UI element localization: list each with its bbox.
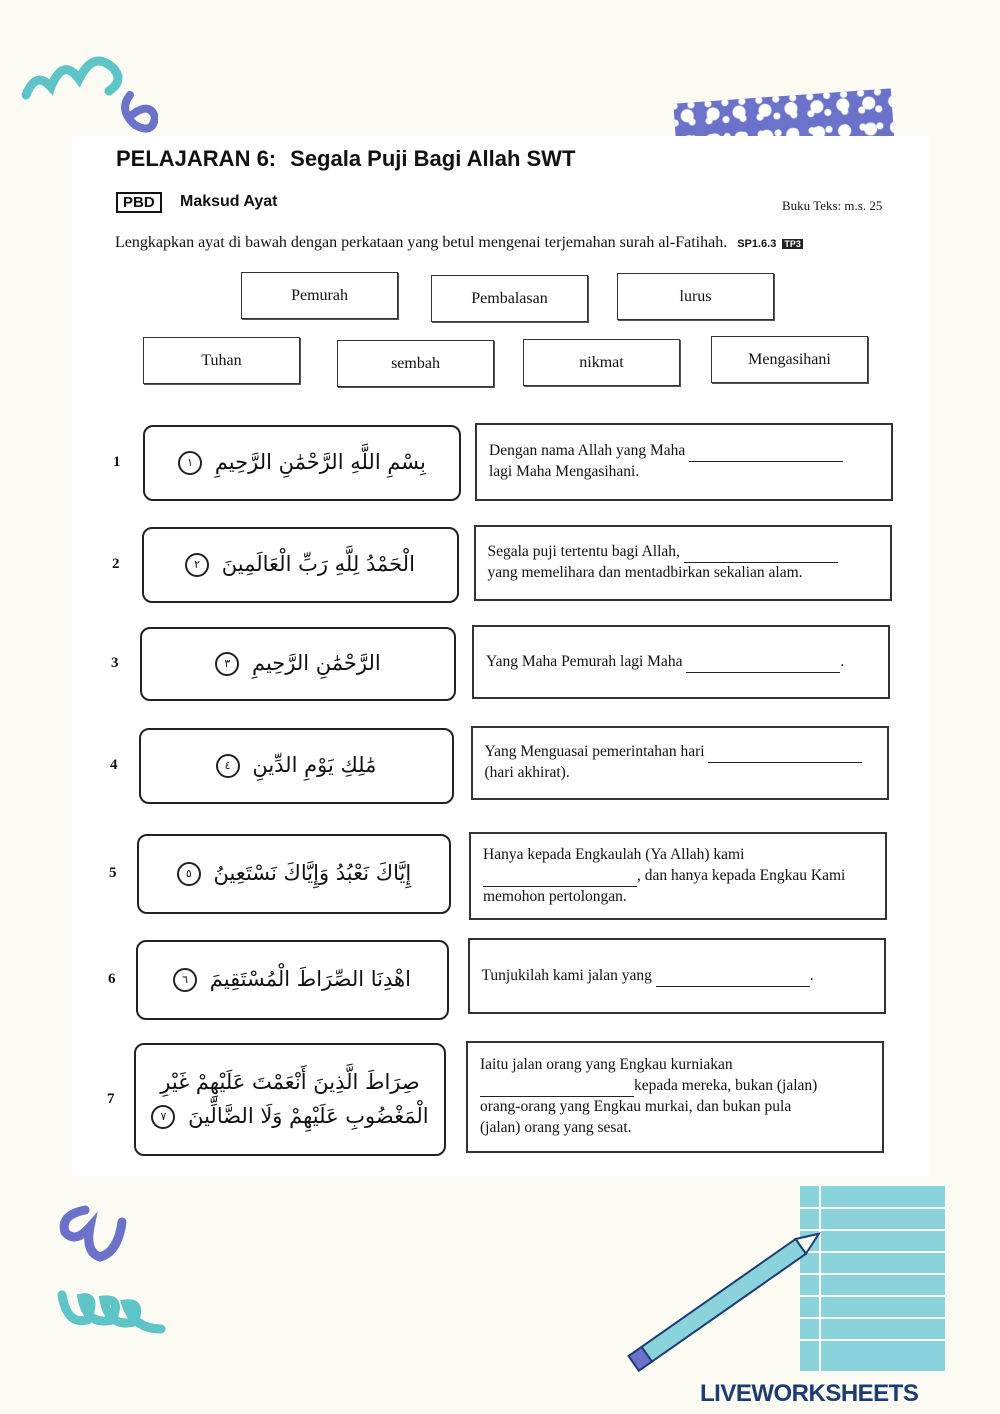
translation-line: Yang Maha Pemurah lagi Maha . — [486, 652, 876, 673]
answer-blank-input[interactable] — [708, 744, 862, 763]
arabic-verse-box — [143, 425, 461, 501]
arabic-verse-box — [134, 1043, 446, 1156]
translation-line: yang memelihara dan mentadbirkan sekalian alam. — [487, 564, 803, 582]
translation-line: kepada mereka, bukan (jalan) — [480, 1076, 870, 1097]
translation-line: (hari akhirat). — [484, 764, 570, 782]
answer-blank-input[interactable] — [686, 654, 840, 673]
answer-blank-input[interactable] — [480, 1078, 634, 1097]
answer-blank-input[interactable] — [684, 544, 838, 563]
arabic-line: بِسْمِ اللَّهِ الرَّحْمَٰنِ الرَّحِيمِ ١ — [178, 446, 426, 480]
translation-line: Tunjukilah kami jalan yang . — [482, 966, 872, 987]
notepad-pencil-icon — [620, 1178, 950, 1378]
verse-marker-icon: ٦ — [173, 968, 197, 992]
answer-blank-input[interactable] — [483, 868, 637, 887]
section-subtitle: Maksud Ayat — [180, 193, 278, 210]
verse-marker-icon: ٧ — [151, 1105, 175, 1129]
item-number: 2 — [112, 556, 120, 572]
translation-line: lagi Maha Mengasihani. — [489, 463, 640, 481]
translation-box — [466, 1041, 884, 1153]
liveworksheets-logo: LIVEWORKSHEETS — [700, 1380, 919, 1407]
item-number: 6 — [108, 971, 116, 987]
translation-line: Hanya kepada Engkaulah (Ya Allah) kami — [483, 845, 745, 863]
arabic-line: اهْدِنَا الصِّرَاطَ الْمُسْتَقِيمَ ٦ — [173, 963, 411, 997]
decorative-swirl-icon — [50, 1190, 200, 1360]
item-number: 7 — [107, 1090, 115, 1107]
translation-line: Iaitu jalan orang yang Engkau kurniakan — [480, 1056, 733, 1074]
translation-line: , dan hanya kepada Engkau Kami — [483, 866, 873, 887]
instruction: Lengkapkan ayat di bawah dengan perkataan yang betul mengenai terjemahan surah al-Fatihah. SP1.6.3 TP3 — [115, 234, 801, 251]
arabic-verse-box — [142, 527, 459, 603]
pbd-badge: PBD — [116, 192, 162, 213]
translation-box — [474, 525, 892, 601]
word-card[interactable]: Tuhan — [143, 337, 300, 384]
word-card[interactable]: Pemurah — [241, 272, 398, 319]
item-number: 5 — [109, 865, 117, 881]
arabic-line: صِرَاطَ الَّذِينَ أَنْعَمْتَ عَلَيْهِمْ غَيْرِ — [160, 1069, 420, 1094]
word-card[interactable]: nikmat — [523, 339, 680, 386]
translation-box — [471, 726, 889, 800]
item-number: 1 — [113, 454, 121, 470]
translation-line: memohon pertolongan. — [483, 887, 627, 905]
page-title: PELAJARAN 6: Segala Puji Bagi Allah SWT — [116, 146, 576, 171]
arabic-line: الْحَمْدُ لِلَّهِ رَبِّ الْعَالَمِينَ ٢ — [185, 548, 415, 582]
translation-box — [472, 625, 890, 699]
verse-marker-icon: ٣ — [215, 652, 239, 676]
word-card[interactable]: Pembalasan — [431, 275, 588, 322]
translation-line: orang-orang yang Engkau murkai, dan bukan pula — [480, 1098, 792, 1116]
translation-line: Segala puji tertentu bagi Allah, — [488, 542, 878, 563]
item-number: 4 — [110, 757, 118, 773]
decorative-swirl-icon — [18, 40, 158, 150]
arabic-verse-box — [137, 834, 451, 914]
translation-box — [468, 938, 886, 1014]
word-card[interactable]: lurus — [617, 273, 774, 320]
word-card[interactable]: Mengasihani — [711, 336, 868, 383]
arabic-line: إِيَّاكَ نَعْبُدُ وَإِيَّاكَ نَسْتَعِينُ ٥ — [177, 857, 411, 891]
translation-box — [475, 423, 893, 501]
translation-line: Yang Menguasai pemerintahan hari — [485, 742, 875, 763]
word-card[interactable]: sembah — [337, 340, 494, 387]
answer-blank-input[interactable] — [689, 443, 843, 462]
item-number: 3 — [111, 655, 119, 671]
verse-marker-icon: ٥ — [177, 862, 201, 886]
answer-blank-input[interactable] — [656, 968, 810, 987]
translation-box — [469, 832, 887, 920]
verse-marker-icon: ٢ — [185, 553, 209, 577]
arabic-verse-box — [140, 627, 456, 701]
verse-marker-icon: ٤ — [216, 754, 240, 778]
arabic-verse-box — [136, 940, 449, 1020]
arabic-line: الْمَغْضُوبِ عَلَيْهِمْ وَلَا الضَّالِّينَ ٧ — [151, 1100, 428, 1134]
arabic-verse-box — [139, 728, 454, 804]
translation-line: Dengan nama Allah yang Maha — [489, 441, 879, 462]
arabic-line: الرَّحْمَٰنِ الرَّحِيمِ ٣ — [215, 647, 380, 681]
arabic-line: مَٰلِكِ يَوْمِ الدِّينِ ٤ — [216, 749, 377, 783]
textbook-reference: Buku Teks: m.s. 25 — [782, 198, 883, 213]
verse-marker-icon: ١ — [178, 451, 202, 475]
translation-line: (jalan) orang yang sesat. — [480, 1118, 632, 1136]
